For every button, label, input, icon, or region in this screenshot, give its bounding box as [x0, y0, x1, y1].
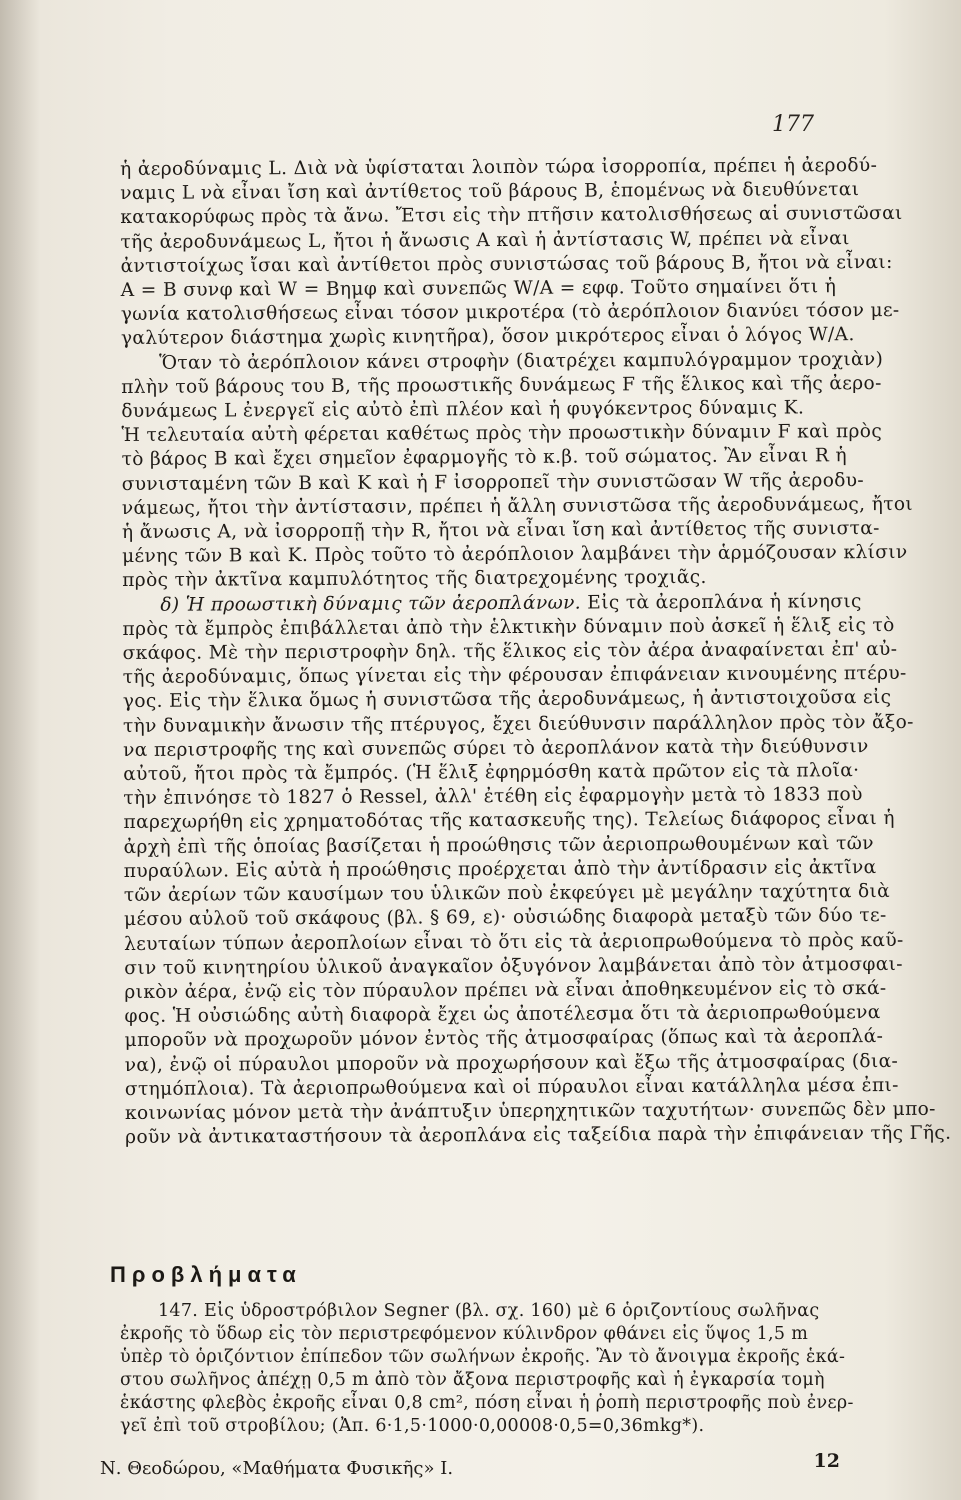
footer-book-reference: Ν. Θεοδώρου, «Μαθήματα Φυσικῆς» Ι.: [100, 1458, 454, 1479]
text-line: Α = Β συνφ καὶ W = Βημφ καὶ συνεπῶς W/A = εφφ. Τοῦτο σημαίνει ὅτι ἡ: [120, 276, 837, 302]
text-line: ναμις L νὰ εἶναι ἴση καὶ ἀντίθετος τοῦ βάρους Β, ἑπομένως νὰ διευθύνεται: [120, 179, 860, 205]
text-line: ἑκάστης φλεβὸς ἐκροῆς εἶναι 0,8 cm², πόση εἶναι ἡ ῥοπὴ περιστροφῆς ποὺ ἐνερ-: [120, 1393, 854, 1413]
text-line: φος. Ἡ οὐσιώδης αὐτὴ διαφορὰ ἔχει ὡς ἀποτέλεσμα ὅτι τὰ ἀεριοπρωθούμενα: [124, 1002, 881, 1028]
text-line: ἀρχὴ ἐπὶ τῆς ὁποίας βασίζεται ἡ προώθησις τῶν ἀεριοπρωθουμένων καὶ τῶν: [123, 832, 874, 858]
text-line: ἡ ἀεροδύναμις L. Διὰ νὰ ὑφίσταται λοιπὸν τώρα ἰσορροπία, πρέπει ἡ ἀεροδύ-: [120, 155, 878, 180]
subsection-label: δ) Ἡ προωστικὴ δύναμις τῶν ἀεροπλάνων.: [160, 592, 582, 616]
text-line: μένης τῶν Β καὶ Κ. Πρὸς τοῦτο τὸ ἀερόπλοιον λαμβάνει τὴν ἁρμόζουσαν κλίσιν: [122, 542, 908, 568]
text-line: τὸ βάρος Β καὶ ἔχει σημεῖον ἐφαρμογῆς τὸ κ.β. τοῦ σώματος. Ἂν εἶναι R ἡ: [121, 445, 848, 471]
text-fragment: Εἰς τὰ ἀεροπλάνα ἡ κίνησις: [587, 590, 862, 614]
text-line: παρεχωρήθη εἰς χρηματοδότας τῆς κατασκευῆς της). Τελείως διάφορος εἶναι ἡ: [123, 808, 895, 834]
text-line: Ἡ τελευταία αὐτὴ φέρεται καθέτως πρὸς τὴν προωστικὴν δύναμιν F καὶ πρὸς: [121, 421, 883, 447]
text-line: γεῖ ἐπὶ τοῦ στροβίλου; (Ἀπ. 6·1,5·1000·0,00008·0,5=0,36mkg*).: [120, 1416, 705, 1436]
text-line: ρικὸν ἀέρα, ἐνῷ εἰς τὸν πύραυλον πρέπει νὰ εἶναι ἀποθηκευμένον εἰς τὸ σκά-: [124, 977, 887, 1003]
text-line: ροῦν νὰ ἀντικαταστήσουν τὰ ἀεροπλάνα εἰς ταξείδια παρὰ τὴν ἐπιφάνειαν τῆς Γῆς.: [125, 1122, 952, 1149]
text-line: μποροῦν νὰ προχωροῦν μόνον ἐντὸς τῆς ἀτμοσφαίρας (ὅπως καὶ τὰ ἀεροπλά-: [124, 1026, 884, 1052]
text-line: συνισταμένη τῶν Β καὶ Κ καὶ ἡ F ἰσορροπεῖ τὴν συνιστῶσαν W τῆς ἀεροδυ-: [121, 469, 865, 495]
text-line: ἐκροῆς τὸ ὕδωρ εἰς τὸν περιστρεφόμενον κύλινδρον φθάνει εἰς ὕψος 1,5 m: [120, 1324, 809, 1344]
text-line: Ὅταν τὸ ἀερόπλοιον κάνει στροφὴν (διατρέχει καμπυλόγραμμον τροχιὰν): [159, 348, 884, 374]
text-line: κοινωνίας μόνον μετὰ τὴν ἀνάπτυξιν ὑπερηχητικῶν ταχυτήτων· συνεπῶς δὲν μπο-: [124, 1098, 936, 1124]
text-line: τῆς ἀεροδυνάμεως L, ἤτοι ἡ ἄνωσις Α καὶ ἡ ἀντίστασις W, πρέπει νὰ εἶναι: [120, 227, 850, 253]
text-line: πλὴν τοῦ βάρους του Β, τῆς προωστικῆς δυνάμεως F τῆς ἕλικος καὶ τῆς ἀερο-: [121, 372, 882, 398]
text-line: δυνάμεως L ἐνεργεῖ εἰς αὐτὸ ἐπὶ πλέον καὶ ἡ φυγόκεντρος δύναμις Κ.: [121, 397, 805, 423]
paragraph-3: [122, 590, 952, 1150]
text-line: γωνία κατολισθήσεως εἶναι τόσον μικροτέρα (τὸ ἀερόπλοιον διανύει τόσον με-: [120, 300, 900, 326]
text-line: να περιστροφῆς της καὶ συνεπῶς σύρει τὸ ἀεροπλάνον κατὰ τὴν διεύθυνσιν: [123, 735, 869, 761]
text-line: να), ἐνῷ οἱ πύραυλοι μποροῦν νὰ προχωρήσουν καὶ ἔξω τῆς ἀτμοσφαίρας (δια-: [124, 1050, 899, 1076]
text-line: γαλύτερον διάστημα χωρὶς κινητῆρα), ὅσον μικρότερος εἶναι ὁ λόγος W/A.: [120, 324, 855, 350]
text-line: 147. Εἰς ὑδροστρόβιλον Segner (βλ. σχ. 160) μὲ 6 ὁριζοντίους σωλῆνας: [158, 1301, 820, 1321]
text-line: σιν τοῦ κινητηρίου ὑλικοῦ ἀναγκαῖον ὀξυγόνον λαμβάνεται ἀπὸ τὸν ἀτμοσφαι-: [124, 953, 903, 979]
paragraph-1: [120, 154, 903, 351]
text-line: στου σωλῆνος ἀπέχῃ 0,5 m ἀπὸ τὸν ἄξονα περιστροφῆς καὶ ἡ ἐγκαρσία τομὴ: [120, 1370, 825, 1390]
text-line: ἡ ἄνωσις Α, νὰ ἰσορροπῇ τὴν R, ἤτοι νὰ εἶναι ἴση καὶ ἀντίθετος τῆς συνιστα-: [121, 518, 880, 544]
text-line: τῶν ἀερίων τῶν καυσίμων του ὑλικῶν ποὺ ἐκφεύγει μὲ μεγάλην ταχύτητα διὰ: [123, 881, 891, 907]
text-line: γος. Εἰς τὴν ἕλικα ὅμως ἡ συνιστῶσα τῆς ἀεροδυνάμεως, ἡ ἀντιστοιχοῦσα εἰς: [122, 687, 892, 713]
text-line: πρὸς τὴν ἀκτῖνα καμπυλότητος τῆς διατρεχομένης τροχιᾶς.: [122, 567, 707, 592]
text-line: ὑπὲρ τὸ ὁριζόντιον ἐπίπεδον τῶν σωλήνων ἐκροῆς. Ἂν τὸ ἄνοιγμα ἐκροῆς ἑκά-: [120, 1347, 846, 1367]
text-line: αὐτοῦ, ἤτοι πρὸς τὰ ἔμπρός. (Ἡ ἕλιξ ἐφηρμόσθη κατὰ πρῶτον εἰς τὰ πλοῖα·: [123, 760, 860, 786]
page-footer: [100, 1450, 840, 1479]
text-line: στημόπλοια). Τὰ ἀεριοπρωθούμενα καὶ οἱ πύραυλοι εἶναι κατάλληλα μέσα ἐπι-: [124, 1074, 899, 1100]
text-line: πυραύλων. Εἰς αὐτὰ ἡ προώθησις προέρχεται ἀπὸ τὴν ἀντίδρασιν εἰς ἀκτῖνα: [123, 856, 877, 882]
section-heading-problems: Προβλήματα: [110, 1262, 302, 1287]
sheet-number: 12: [813, 1450, 840, 1472]
body-text: [120, 154, 952, 1150]
text-line: ἀντιστοίχως ἴσαι καὶ ἀντίθετοι πρὸς συνιστώσας τοῦ βάρους Β, ἤτοι νὰ εἶναι:: [120, 251, 893, 277]
text-line: πρὸς τὰ ἔμπρὸς ἐπιβάλλεται ἀπὸ τὴν ἑλκτικὴν δύναμιν ποὺ ἀσκεῖ ἡ ἕλιξ εἰς τὸ: [122, 614, 895, 640]
text-line: κατακορύφως πρὸς τὰ ἄνω. Ἔτσι εἰς τὴν πτῆσιν κατολισθήσεως αἱ συνιστῶσαι: [120, 203, 903, 229]
text-line: λευταίων τύπων ἀεροπλοίων εἶναι τὸ ὅτι εἰς τὰ ἀεριοπρωθούμενα τὸ πρὸς καῦ-: [124, 929, 904, 955]
text-line: τὴν δυναμικὴν ἄνωσιν τῆς πτέρυγος, ἔχει διεύθυνσιν παράλληλον πρὸς τὸν ἄξο-: [122, 711, 914, 737]
page-number: 177: [772, 112, 814, 137]
text-line: σκάφος. Μὲ τὴν περιστροφὴν δηλ. τῆς ἕλικος εἰς τὸν ἀέρα ἀναφαίνεται ἐπ' αὐ-: [122, 638, 898, 665]
problem-147: [120, 1300, 854, 1438]
text-line-with-subheading: [122, 590, 862, 618]
text-line: τὴν ἐπινόησε τὸ 1827 ὁ Ressel, ἀλλ' ἐτέθη εἰς ἐφαρμογὴν μετὰ τὸ 1833 ποὺ: [123, 784, 863, 810]
page-gutter-shadow: [0, 0, 40, 1500]
paragraph-2: [121, 348, 914, 594]
text-line: τῆς ἀεροδύναμις, ὅπως γίνεται εἰς τὴν φέρουσαν ἐπιφάνειαν κινουμένης πτέρυ-: [122, 663, 907, 689]
text-line: μέσου αὐλοῦ τοῦ σκάφους (βλ. § 69, ε)· οὐσιώδης διαφορὰ μεταξὺ τῶν δύο τε-: [123, 905, 887, 931]
text-line: νάμεως, ἤτοι τὴν ἀντίστασιν, πρέπει ἡ ἄλλη συνιστῶσα τῆς ἀεροδυνάμεως, ἤτοι: [121, 493, 914, 519]
